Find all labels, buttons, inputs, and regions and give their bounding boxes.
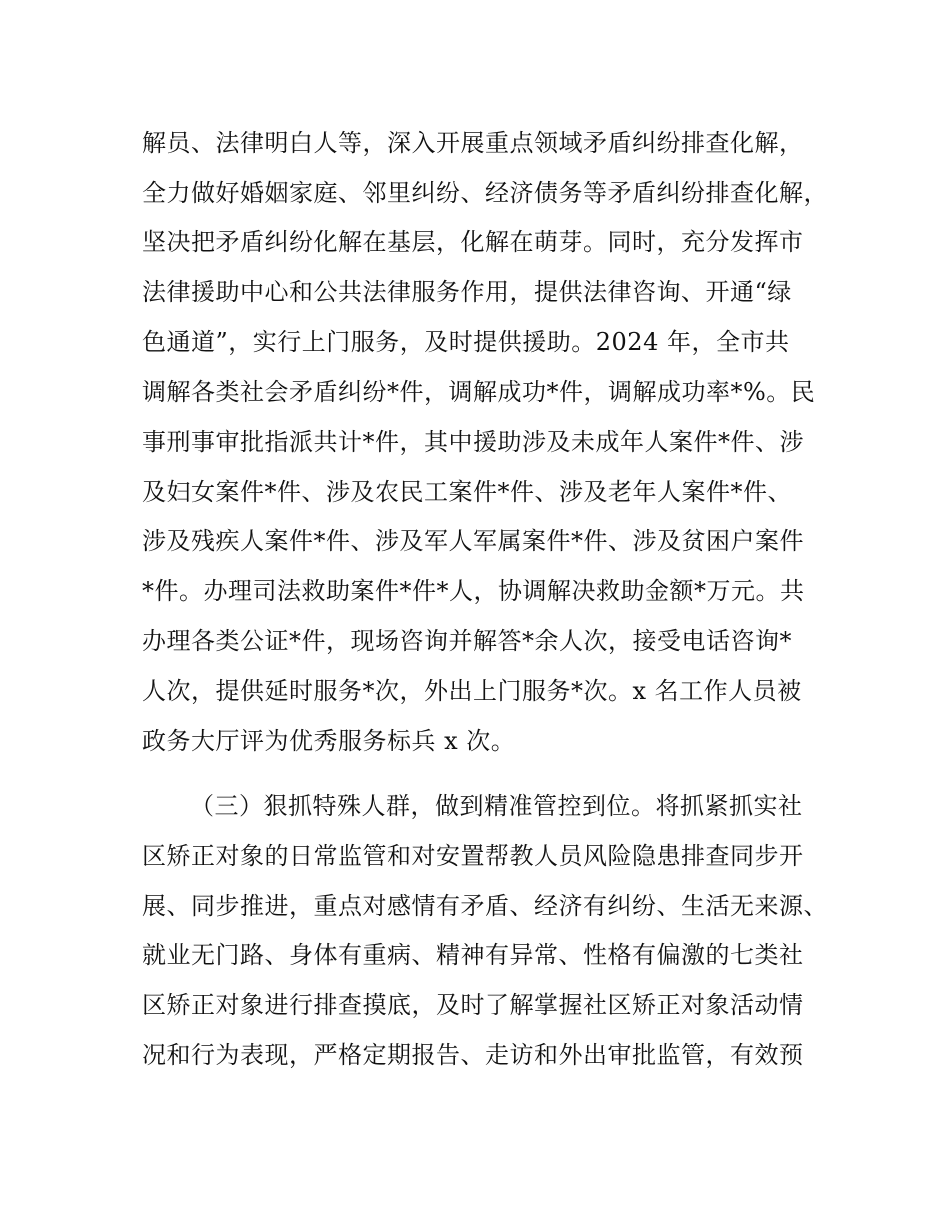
paragraph-1-line-9: 涉及残疾人案件*件、涉及军人军属案件*件、涉及贫困户案件	[142, 527, 804, 555]
paragraph-2-line-2: 区矫正对象的日常监管和对安置帮教人员风险隐患排查同步开	[142, 842, 804, 870]
paragraph-1-line-6: 调解各类社会矛盾纠纷*件，调解成功*件，调解成功率*%。民	[142, 378, 816, 406]
paragraph-2-line-6: 况和行为表现，严格定期报告、走访和外出审批监管，有效预	[142, 1041, 804, 1069]
paragraph-1-line-13: 政务大厅评为优秀服务标兵 x 次。	[142, 727, 516, 755]
paragraph-2-line-1: （三）狠抓特殊人群，做到精准管控到位。将抓紧抓实社	[190, 792, 803, 820]
paragraph-2-line-3: 展、同步推进，重点对感情有矛盾、经济有纠纷、生活无来源、	[142, 892, 828, 920]
paragraph-2-line-5: 区矫正对象进行排查摸底，及时了解掌握社区矫正对象活动情	[142, 991, 804, 1019]
paragraph-1-line-3: 坚决把矛盾纠纷化解在基层，化解在萌芽。同时，充分发挥市	[142, 228, 804, 256]
paragraph-1-line-5: 色通道”，实行上门服务，及时提供援助。2024 年，全市共	[142, 328, 790, 356]
paragraph-2-line-4: 就业无门路、身体有重病、精神有异常、性格有偏激的七类社	[142, 941, 804, 969]
paragraph-1-line-8: 及妇女案件*件、涉及农民工案件*件、涉及老年人案件*件、	[142, 478, 792, 506]
paragraph-1-line-2: 全力做好婚姻家庭、邻里纠纷、经济债务等矛盾纠纷排查化解，	[142, 179, 828, 207]
paragraph-1-line-11: 办理各类公证*件，现场咨询并解答*余人次，接受电话咨询*	[142, 627, 792, 655]
paragraph-1-line-12: 人次，提供延时服务*次，外出上门服务*次。x 名工作人员被	[142, 677, 802, 705]
paragraph-1-line-10: *件。办理司法救助案件*件*人，协调解决救助金额*万元。共	[142, 577, 805, 605]
paragraph-1-line-4: 法律援助中心和公共法律服务作用，提供法律咨询、开通“绿	[142, 278, 792, 306]
paragraph-1-line-7: 事刑事审批指派共计*件，其中援助涉及未成年人案件*件、涉	[142, 428, 804, 456]
paragraph-1-line-1: 解员、法律明白人等，深入开展重点领域矛盾纠纷排查化解，	[142, 129, 804, 157]
